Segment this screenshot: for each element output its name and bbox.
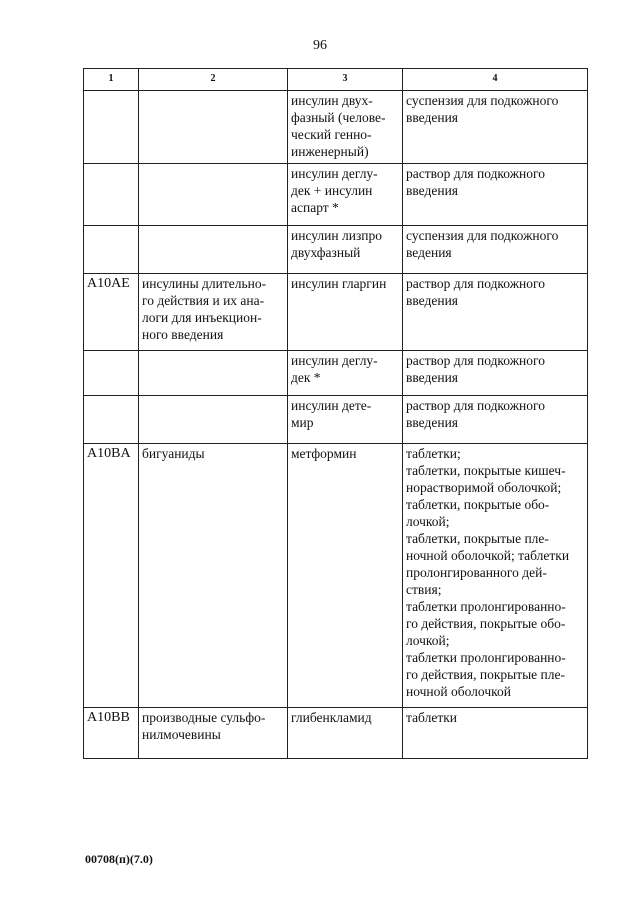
column-header-1: 1	[84, 69, 139, 91]
atc-code-cell	[84, 91, 139, 164]
drug-cell: инсулин лизпро двухфазный	[288, 226, 403, 274]
table-row	[84, 396, 588, 444]
drug-cell: инсулин деглу- дек + инсулин аспарт *	[288, 164, 403, 226]
atc-code-cell: A10BA	[84, 444, 139, 708]
drug-table	[83, 68, 588, 759]
group-cell	[139, 351, 288, 396]
dosage-form-cell: раствор для подкожного введения	[403, 351, 588, 396]
atc-code-cell	[84, 226, 139, 274]
table-row	[84, 351, 588, 396]
atc-code-cell	[84, 396, 139, 444]
document-footer-code: 00708(п)(7.0)	[85, 852, 153, 866]
table-row	[84, 708, 588, 759]
column-header-4: 4	[403, 69, 588, 91]
column-header-2: 2	[139, 69, 288, 91]
atc-code-cell	[84, 351, 139, 396]
dosage-form-cell: суспензия для подкожного ведения	[403, 226, 588, 274]
group-cell	[139, 226, 288, 274]
group-cell	[139, 396, 288, 444]
table-row	[84, 274, 588, 351]
group-cell: бигуаниды	[139, 444, 288, 708]
dosage-form-cell: суспензия для подкожного введения	[403, 91, 588, 164]
dosage-form-cell: раствор для подкожного введения	[403, 396, 588, 444]
atc-code-cell	[84, 164, 139, 226]
drug-cell: инсулин двух- фазный (челове- ческий генно- инженерный)	[288, 91, 403, 164]
table-row	[84, 226, 588, 274]
column-header-3: 3	[288, 69, 403, 91]
dosage-form-cell: раствор для подкожного введения	[403, 164, 588, 226]
table-row	[84, 444, 588, 708]
table-row	[84, 91, 588, 164]
drug-cell: глибенкламид	[288, 708, 403, 759]
group-cell: производные сульфо- нилмочевины	[139, 708, 288, 759]
table-header-row	[84, 69, 588, 91]
group-cell	[139, 91, 288, 164]
table-row	[84, 164, 588, 226]
group-cell	[139, 164, 288, 226]
atc-code-cell: A10AE	[84, 274, 139, 351]
dosage-form-cell: таблетки	[403, 708, 588, 759]
drug-cell: инсулин деглу- дек *	[288, 351, 403, 396]
dosage-form-cell: раствор для подкожного введения	[403, 274, 588, 351]
group-cell: инсулины длительно- го действия и их ана- логи для инъекцион- ного введения	[139, 274, 288, 351]
drug-cell: инсулин дете- мир	[288, 396, 403, 444]
drug-cell: инсулин гларгин	[288, 274, 403, 351]
dosage-form-cell: таблетки; таблетки, покрытые кишеч- норастворимой оболочкой; таблетки, покрытые обо- лочкой; таблетки, покрытые пле- ночной оболочкой; таблетки пролонгированного дей- ствия; таблетки пролонгированно- го действия, покрытые обо- лочкой; таблетки пролонгированно- го действия, покрытые пле- ночной оболочкой	[403, 444, 588, 708]
atc-code-cell: A10BB	[84, 708, 139, 759]
drug-cell: метформин	[288, 444, 403, 708]
page-number: 96	[313, 38, 327, 53]
